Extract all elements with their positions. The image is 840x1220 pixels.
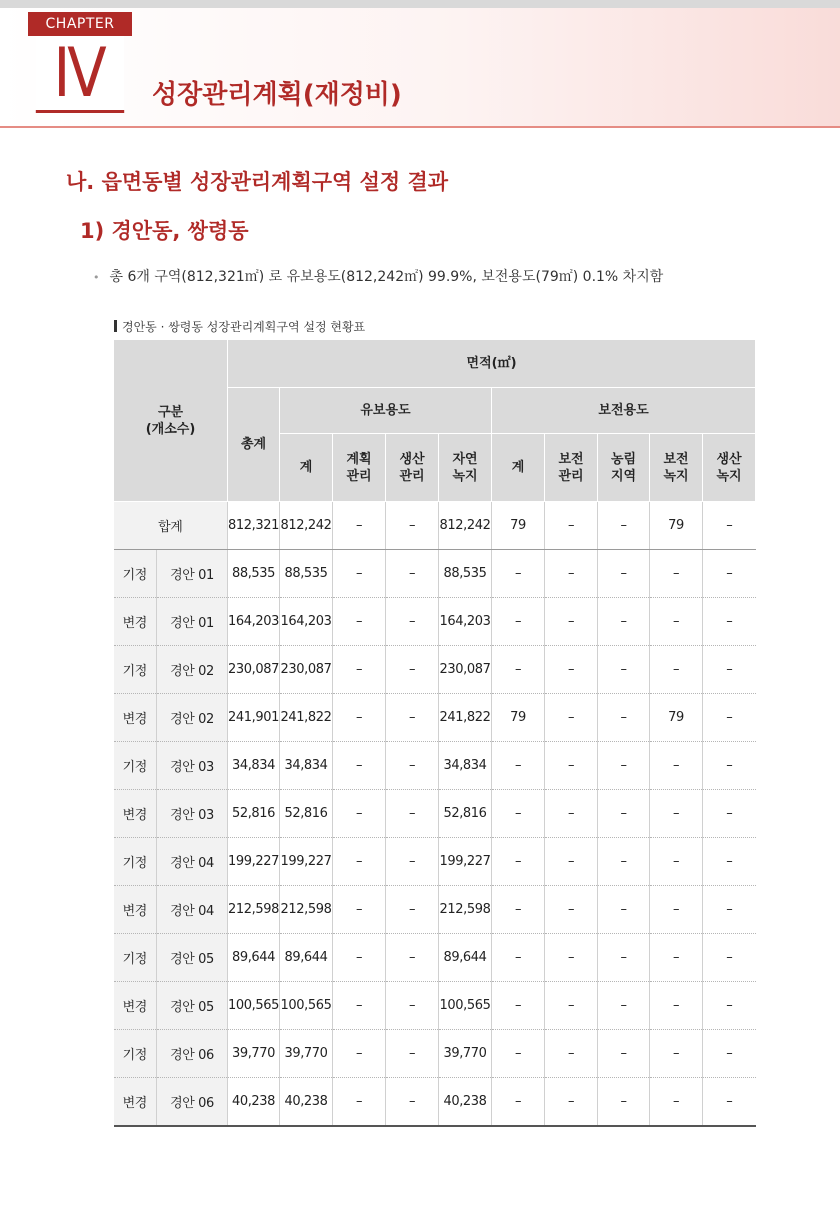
table-cell: – bbox=[650, 886, 703, 934]
table-cell: – bbox=[492, 886, 545, 934]
table-cell: 52,816 bbox=[228, 790, 280, 838]
table-cell: – bbox=[703, 982, 756, 1030]
row-kind: 변경 bbox=[114, 982, 157, 1030]
row-kind: 기정 bbox=[114, 742, 157, 790]
table-caption bbox=[114, 318, 365, 335]
row-kind: 변경 bbox=[114, 598, 157, 646]
total-cell: – bbox=[386, 502, 439, 550]
table-cell: – bbox=[386, 1030, 439, 1078]
summary-text: 총 6개 구역(812,321㎡) 로 유보용도(812,242㎡) 99.9%, 보전용도(79㎡) 0.1% 차지함 bbox=[109, 269, 664, 285]
table-cell: – bbox=[545, 694, 598, 742]
table-caption-text: 경안동 · 쌍령동 성장관리계획구역 설정 현황표 bbox=[122, 320, 366, 334]
table-cell: 100,565 bbox=[228, 982, 280, 1030]
table-cell: 241,822 bbox=[280, 694, 333, 742]
table-row bbox=[114, 886, 756, 934]
table-cell: 89,644 bbox=[280, 934, 333, 982]
total-cell: 79 bbox=[650, 502, 703, 550]
table-cell: 88,535 bbox=[439, 550, 492, 598]
table-cell: – bbox=[492, 598, 545, 646]
header-gubun bbox=[114, 340, 228, 502]
total-cell: 812,321 bbox=[228, 502, 280, 550]
table-row bbox=[114, 982, 756, 1030]
header-area: 면적(㎡) bbox=[228, 340, 756, 388]
header-sub-3: 자연 녹지 bbox=[439, 434, 492, 502]
table-cell: – bbox=[545, 982, 598, 1030]
table-cell: – bbox=[703, 742, 756, 790]
table-cell: 212,598 bbox=[228, 886, 280, 934]
chapter-number: Ⅳ bbox=[36, 36, 124, 113]
table-cell: 199,227 bbox=[280, 838, 333, 886]
header-sub-6: 농림 지역 bbox=[598, 434, 650, 502]
row-zone: 경안 02 bbox=[157, 694, 228, 742]
table-cell: 89,644 bbox=[228, 934, 280, 982]
table-row bbox=[114, 646, 756, 694]
table-cell: 34,834 bbox=[228, 742, 280, 790]
table-cell: – bbox=[333, 790, 386, 838]
header-sub-1: 계획 관리 bbox=[333, 434, 386, 502]
table-cell: – bbox=[598, 838, 650, 886]
table-cell: – bbox=[386, 934, 439, 982]
table-cell: – bbox=[492, 1078, 545, 1127]
table-cell: 212,598 bbox=[280, 886, 333, 934]
table-cell: – bbox=[598, 886, 650, 934]
table-cell: – bbox=[333, 550, 386, 598]
table-cell: – bbox=[333, 1078, 386, 1127]
table-cell: 52,816 bbox=[439, 790, 492, 838]
table-cell: 199,227 bbox=[439, 838, 492, 886]
table-cell: – bbox=[545, 838, 598, 886]
total-cell: 812,242 bbox=[280, 502, 333, 550]
caption-marker bbox=[114, 320, 117, 332]
row-kind: 기정 bbox=[114, 838, 157, 886]
table-cell: – bbox=[545, 646, 598, 694]
row-kind: 기정 bbox=[114, 934, 157, 982]
table-cell: – bbox=[650, 1030, 703, 1078]
table-cell: – bbox=[703, 1030, 756, 1078]
table-cell: – bbox=[545, 550, 598, 598]
header-reserved: 유보용도 bbox=[280, 388, 492, 434]
table-cell: 40,238 bbox=[228, 1078, 280, 1127]
row-zone: 경안 05 bbox=[157, 982, 228, 1030]
table-cell: – bbox=[333, 646, 386, 694]
table-cell: 100,565 bbox=[439, 982, 492, 1030]
table-cell: – bbox=[703, 550, 756, 598]
table-cell: 164,203 bbox=[439, 598, 492, 646]
table-cell: 100,565 bbox=[280, 982, 333, 1030]
table-cell: – bbox=[333, 598, 386, 646]
row-kind: 변경 bbox=[114, 1078, 157, 1127]
table-cell: – bbox=[650, 790, 703, 838]
chapter-title: 성장관리계획(재정비) bbox=[152, 80, 402, 110]
summary-bullet bbox=[93, 266, 663, 286]
table-row bbox=[114, 550, 756, 598]
table-cell: 34,834 bbox=[439, 742, 492, 790]
total-cell: – bbox=[598, 502, 650, 550]
table-cell: – bbox=[703, 934, 756, 982]
table-cell: – bbox=[703, 1078, 756, 1127]
table-cell: – bbox=[386, 694, 439, 742]
row-zone: 경안 06 bbox=[157, 1030, 228, 1078]
table-row bbox=[114, 598, 756, 646]
table-cell: – bbox=[386, 742, 439, 790]
table-cell: – bbox=[598, 598, 650, 646]
row-zone: 경안 03 bbox=[157, 742, 228, 790]
table-cell: – bbox=[492, 646, 545, 694]
table-cell: 39,770 bbox=[280, 1030, 333, 1078]
table-cell: 230,087 bbox=[228, 646, 280, 694]
table-cell: – bbox=[703, 886, 756, 934]
table-cell: – bbox=[333, 838, 386, 886]
table-cell: – bbox=[650, 838, 703, 886]
table-cell: – bbox=[650, 934, 703, 982]
table-cell: – bbox=[703, 646, 756, 694]
table-row bbox=[114, 1030, 756, 1078]
row-kind: 변경 bbox=[114, 790, 157, 838]
table-cell: – bbox=[386, 598, 439, 646]
section-heading: 나. 읍면동별 성장관리계획구역 설정 결과 bbox=[66, 170, 449, 194]
chapter-label: CHAPTER bbox=[28, 12, 132, 36]
header-gubun-label: 구분 (개소수) bbox=[145, 404, 196, 437]
table-cell: – bbox=[545, 742, 598, 790]
area-table bbox=[113, 339, 756, 1127]
table-cell: – bbox=[333, 694, 386, 742]
row-zone: 경안 03 bbox=[157, 790, 228, 838]
table-cell: 39,770 bbox=[439, 1030, 492, 1078]
row-zone: 경안 01 bbox=[157, 550, 228, 598]
table-cell: 88,535 bbox=[280, 550, 333, 598]
table-row bbox=[114, 838, 756, 886]
table-cell: 164,203 bbox=[228, 598, 280, 646]
table-cell: 89,644 bbox=[439, 934, 492, 982]
header-sub-8: 생산 녹지 bbox=[703, 434, 756, 502]
header-conservation: 보전용도 bbox=[492, 388, 756, 434]
row-kind: 변경 bbox=[114, 694, 157, 742]
table-cell: – bbox=[492, 1030, 545, 1078]
table-cell: – bbox=[703, 790, 756, 838]
row-zone: 경안 06 bbox=[157, 1078, 228, 1127]
row-zone: 경안 05 bbox=[157, 934, 228, 982]
table-cell: – bbox=[703, 598, 756, 646]
table-cell: – bbox=[545, 934, 598, 982]
total-cell: – bbox=[545, 502, 598, 550]
table-cell: 230,087 bbox=[280, 646, 333, 694]
top-bar bbox=[0, 0, 840, 8]
table-row bbox=[114, 742, 756, 790]
total-cell: – bbox=[333, 502, 386, 550]
table-row bbox=[114, 1078, 756, 1127]
table-cell: – bbox=[492, 790, 545, 838]
table-cell: – bbox=[333, 886, 386, 934]
row-zone: 경안 02 bbox=[157, 646, 228, 694]
table-row bbox=[114, 934, 756, 982]
header-sub-5: 보전 관리 bbox=[545, 434, 598, 502]
row-zone: 경안 04 bbox=[157, 886, 228, 934]
table-cell: – bbox=[545, 598, 598, 646]
table-cell: – bbox=[333, 934, 386, 982]
table-cell: 230,087 bbox=[439, 646, 492, 694]
table-cell: – bbox=[598, 1078, 650, 1127]
table-cell: – bbox=[492, 934, 545, 982]
table-cell: 34,834 bbox=[280, 742, 333, 790]
table-cell: – bbox=[650, 1078, 703, 1127]
table-cell: – bbox=[492, 550, 545, 598]
table-cell: – bbox=[545, 1078, 598, 1127]
table-cell: – bbox=[598, 982, 650, 1030]
table-cell: – bbox=[492, 982, 545, 1030]
table-cell: 88,535 bbox=[228, 550, 280, 598]
row-kind: 변경 bbox=[114, 886, 157, 934]
table-cell: 40,238 bbox=[439, 1078, 492, 1127]
table-cell: – bbox=[333, 742, 386, 790]
table-cell: – bbox=[492, 742, 545, 790]
table-cell: – bbox=[386, 886, 439, 934]
table-cell: – bbox=[598, 934, 650, 982]
table-cell: – bbox=[650, 550, 703, 598]
table-cell: 79 bbox=[650, 694, 703, 742]
header-sub-0: 계 bbox=[280, 434, 333, 502]
chapter-divider bbox=[0, 126, 840, 128]
table-row-total bbox=[114, 502, 756, 550]
table-cell: – bbox=[386, 550, 439, 598]
total-label: 합계 bbox=[114, 502, 228, 550]
table-cell: – bbox=[650, 982, 703, 1030]
table-cell: – bbox=[598, 550, 650, 598]
table-cell: – bbox=[650, 742, 703, 790]
table-cell: – bbox=[545, 886, 598, 934]
table-cell: – bbox=[333, 1030, 386, 1078]
row-kind: 기정 bbox=[114, 646, 157, 694]
table-cell: 241,901 bbox=[228, 694, 280, 742]
table-cell: – bbox=[386, 982, 439, 1030]
table-cell: 40,238 bbox=[280, 1078, 333, 1127]
row-zone: 경안 01 bbox=[157, 598, 228, 646]
table-cell: – bbox=[492, 838, 545, 886]
table-cell: 164,203 bbox=[280, 598, 333, 646]
row-zone: 경안 04 bbox=[157, 838, 228, 886]
row-kind: 기정 bbox=[114, 550, 157, 598]
table-cell: – bbox=[545, 1030, 598, 1078]
table-row bbox=[114, 694, 756, 742]
bullet-dot: • bbox=[93, 271, 100, 284]
table-row bbox=[114, 790, 756, 838]
table-cell: – bbox=[598, 646, 650, 694]
total-cell: 79 bbox=[492, 502, 545, 550]
table-cell: – bbox=[386, 838, 439, 886]
table-cell: – bbox=[386, 646, 439, 694]
table-cell: 241,822 bbox=[439, 694, 492, 742]
table-cell: 79 bbox=[492, 694, 545, 742]
row-kind: 기정 bbox=[114, 1030, 157, 1078]
subsection-heading: 1) 경안동, 쌍령동 bbox=[80, 219, 249, 243]
header-sub-2: 생산 관리 bbox=[386, 434, 439, 502]
table-cell: – bbox=[598, 742, 650, 790]
table-cell: – bbox=[598, 694, 650, 742]
total-cell: 812,242 bbox=[439, 502, 492, 550]
header-total: 총계 bbox=[228, 388, 280, 502]
header-sub-7: 보전 녹지 bbox=[650, 434, 703, 502]
table-cell: 212,598 bbox=[439, 886, 492, 934]
table-cell: – bbox=[545, 790, 598, 838]
table-cell: – bbox=[650, 598, 703, 646]
table-cell: – bbox=[386, 1078, 439, 1127]
table-cell: 39,770 bbox=[228, 1030, 280, 1078]
table-cell: 199,227 bbox=[228, 838, 280, 886]
table-cell: – bbox=[703, 838, 756, 886]
table-cell: 52,816 bbox=[280, 790, 333, 838]
table-cell: – bbox=[703, 694, 756, 742]
table-cell: – bbox=[650, 646, 703, 694]
table-cell: – bbox=[598, 1030, 650, 1078]
table-cell: – bbox=[333, 982, 386, 1030]
table-cell: – bbox=[386, 790, 439, 838]
total-cell: – bbox=[703, 502, 756, 550]
header-sub-4: 계 bbox=[492, 434, 545, 502]
table-cell: – bbox=[598, 790, 650, 838]
